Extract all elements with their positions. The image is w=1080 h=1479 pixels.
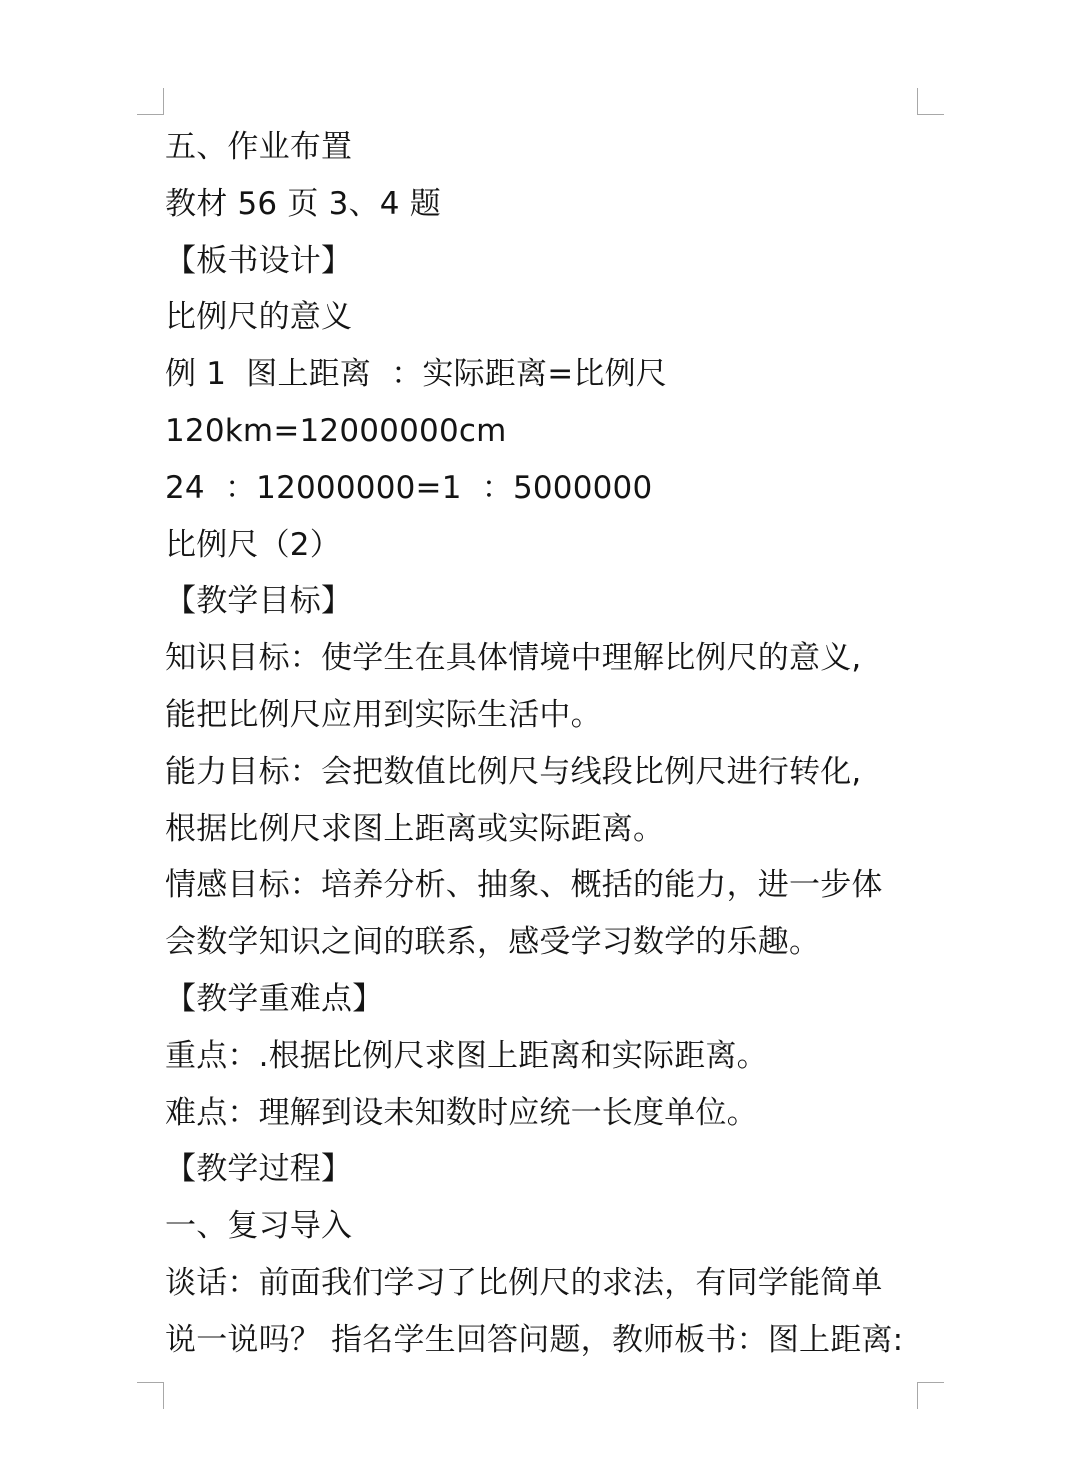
board-line: 比例尺的意义 [165, 299, 353, 336]
board-line: 120km=12000000cm [165, 412, 507, 449]
paragraph-line: 谈话：前面我们学习了比例尺的求法，有同学能简单 [165, 1264, 883, 1301]
paragraph-line: 能把比例尺应用到实际生活中。 [165, 696, 602, 733]
margin-mark-bottom-right [917, 1382, 944, 1409]
document-body [165, 119, 925, 1369]
paragraph-line: 说一说吗？ 指名学生回答问题，教师板书：图上距离: [165, 1321, 904, 1358]
margin-mark-bottom-left [137, 1382, 164, 1409]
section-heading-key-points: 【教学重难点】 [165, 980, 384, 1017]
lesson-title: 比例尺（2） [165, 526, 341, 563]
subsection-heading: 一、复习导入 [165, 1208, 353, 1245]
margin-mark-top-right [917, 88, 944, 115]
section-heading-goals: 【教学目标】 [165, 583, 353, 620]
paragraph-line: 根据比例尺求图上距离或实际距离。 [165, 810, 665, 847]
margin-mark-top-left [137, 88, 164, 115]
paragraph-line: 重点：.根据比例尺求图上距离和实际距离。 [165, 1037, 768, 1074]
board-line: 24 ：12000000=1 ：5000000 [165, 469, 653, 506]
section-heading-process: 【教学过程】 [165, 1151, 353, 1188]
homework-text: 教材 56 页 3、4 题 [165, 185, 441, 222]
section-heading-homework: 五、作业布置 [165, 129, 353, 165]
board-line: 例 1 图上距离 ：实际距离=比例尺 [165, 356, 667, 393]
paragraph-line: 能力目标：会把数值比例尺与线段比例尺进行转化, [165, 753, 862, 790]
paragraph-line: 难点：理解到设未知数时应统一长度单位。 [165, 1094, 758, 1131]
paragraph-line: 情感目标：培养分析、抽象、概括的能力，进一步体 [165, 867, 883, 904]
paragraph-line: 会数学知识之间的联系，感受学习数学的乐趣。 [165, 924, 821, 961]
section-heading-board-design: 【板书设计】 [165, 242, 353, 279]
paragraph-line: 知识目标：使学生在具体情境中理解比例尺的意义, [165, 640, 862, 677]
